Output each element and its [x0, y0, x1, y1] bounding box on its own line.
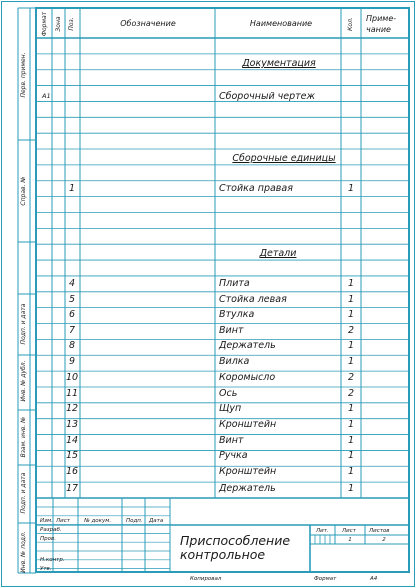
row-qty: 1 — [347, 419, 355, 430]
row-qty: 1 — [347, 309, 355, 320]
row-pos: 11 — [65, 388, 79, 399]
row-pos: 16 — [65, 466, 79, 477]
row-name: Втулка — [219, 309, 255, 320]
row-pos: 5 — [68, 294, 76, 305]
row-qty: 1 — [347, 183, 355, 194]
row-qty: 2 — [347, 372, 355, 383]
row-qty: 1 — [347, 403, 355, 414]
tb-checked: Пров. — [40, 536, 56, 542]
footer-format: Формат — [314, 576, 337, 582]
tb-col-sheet: Лист — [56, 518, 70, 524]
header-qty: Кол. — [347, 17, 354, 31]
row-name: Плита — [219, 278, 250, 289]
row-qty: 1 — [347, 435, 355, 446]
row-pos: 8 — [68, 340, 76, 351]
row-name: Винт — [219, 435, 244, 446]
tb-col-change: Изм. — [40, 518, 53, 524]
tb-developed: Разраб. — [40, 527, 62, 533]
row-name: Сборочный чертеж — [219, 91, 316, 102]
tb-title: Приспособление контрольное — [180, 533, 291, 562]
tb-sheet: Лист — [342, 528, 356, 534]
row-pos: 12 — [65, 403, 79, 414]
row-name: Щуп — [219, 403, 242, 414]
section-parts: Детали — [259, 248, 297, 259]
row-name: Коромысло — [219, 372, 276, 383]
row-qty: 1 — [347, 294, 355, 305]
tb-col-sign: Подп. — [126, 518, 143, 524]
row-qty: 1 — [347, 356, 355, 367]
row-qty: 1 — [347, 483, 355, 494]
header-pos: Поз. — [68, 17, 75, 31]
row-pos: 6 — [68, 309, 76, 320]
header-zone: Зона — [55, 16, 62, 32]
tb-sheets: Листов — [369, 528, 390, 534]
row-pos: 14 — [65, 435, 79, 446]
row-format: А1 — [42, 92, 51, 100]
side-label-first-use: Перв. примен. — [20, 52, 27, 98]
row-pos: 1 — [68, 183, 76, 194]
row-name: Держатель — [219, 483, 276, 494]
row-name: Стойка левая — [219, 294, 287, 305]
tb-sheets-value: 2 — [382, 537, 386, 543]
row-pos: 10 — [65, 372, 79, 383]
header-format: Формат — [41, 11, 48, 37]
row-name: Винт — [219, 325, 244, 336]
section-documentation: Документация — [242, 58, 316, 69]
row-pos: 17 — [65, 483, 79, 494]
row-pos: 4 — [68, 278, 76, 289]
row-qty: 1 — [347, 278, 355, 289]
header-name: Наименование — [249, 19, 313, 28]
row-qty: 1 — [347, 450, 355, 461]
tb-lit: Лит. — [316, 528, 329, 534]
footer-format-value: А4 — [370, 576, 378, 582]
side-label-replace-inv: Взам. инв. № — [20, 416, 27, 458]
tb-norm-control: Н.контр. — [40, 557, 65, 563]
row-qty: 2 — [347, 325, 355, 336]
header-designation: Обозначение — [120, 19, 176, 28]
row-name: Кронштейн — [219, 419, 277, 430]
side-label-dup-inv: Инв. № дубл. — [20, 360, 27, 402]
row-name: Кронштейн — [219, 466, 277, 477]
side-label-reference: Справ. № — [20, 176, 27, 206]
row-name: Держатель — [219, 340, 276, 351]
tb-approved: Утв. — [40, 566, 52, 572]
side-label-orig-inv: Инв. № подл. — [20, 531, 27, 573]
row-name: Стойка правая — [219, 183, 293, 194]
row-name: Вилка — [219, 356, 250, 367]
row-name: Ось — [219, 388, 238, 399]
row-qty: 1 — [347, 466, 355, 477]
row-pos: 9 — [68, 356, 76, 367]
row-pos: 7 — [68, 325, 76, 336]
tb-col-date: Дата — [149, 518, 164, 524]
footer-copied: Копировал — [190, 576, 222, 582]
row-pos: 13 — [65, 419, 79, 430]
side-label-sign-date-1: Подп. и дата — [20, 303, 27, 345]
row-pos: 15 — [65, 450, 79, 461]
row-qty: 2 — [347, 388, 355, 399]
row-qty: 1 — [347, 340, 355, 351]
side-label-sign-date-2: Подп. и дата — [20, 472, 27, 514]
section-assemblies: Сборочные единицы — [232, 153, 336, 164]
header-note: Приме- чание — [366, 14, 397, 34]
tb-sheet-value: 1 — [348, 537, 352, 543]
row-name: Ручка — [219, 450, 248, 461]
tb-col-doc: № докум. — [84, 518, 112, 524]
